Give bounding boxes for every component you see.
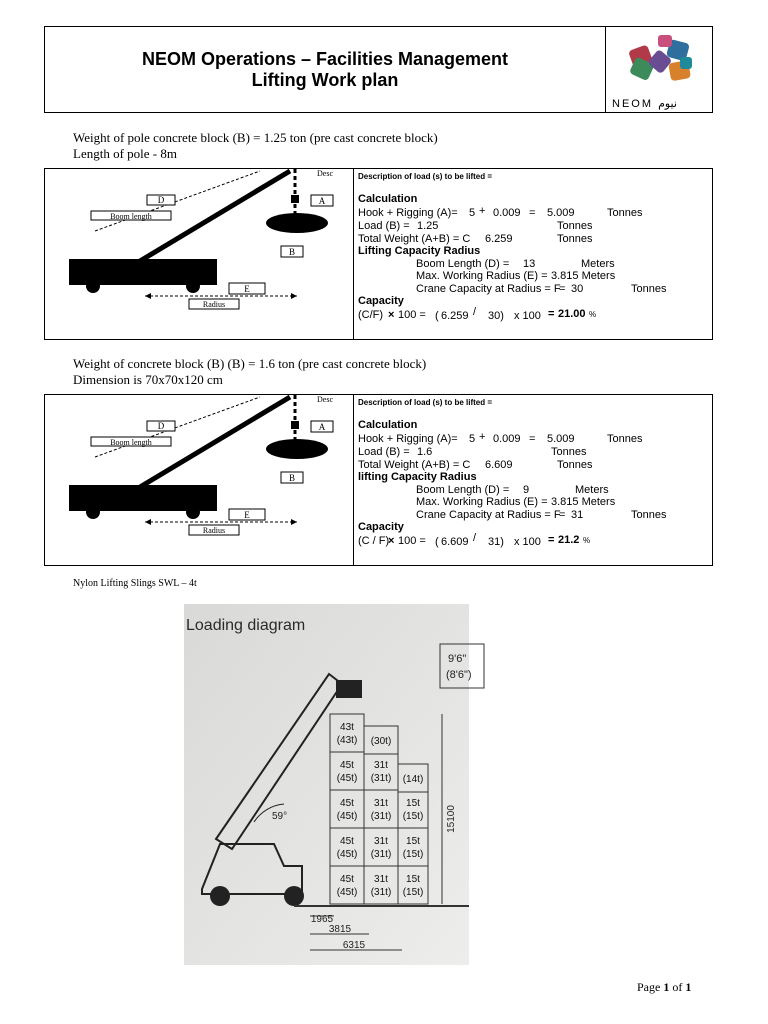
calc-heading: Calculation — [358, 193, 418, 205]
cell-label: (45t) — [336, 887, 358, 898]
percent-sign: % — [583, 536, 591, 545]
times-sign: × — [388, 535, 395, 547]
unit-tonnes: Tonnes — [557, 459, 593, 471]
cell-label: 31t — [374, 760, 388, 771]
cell-label: (31t) — [370, 773, 392, 784]
load-value: 1.25 — [417, 220, 439, 232]
diagram-label-d: D — [157, 195, 165, 205]
total-value: 6.259 — [485, 233, 513, 245]
cell-label: (15t) — [402, 887, 424, 898]
cell-label: 45t — [340, 760, 354, 771]
formula-hundred: 100 = — [398, 535, 426, 547]
header-title-line1: NEOM Operations – Facilities Management — [141, 48, 509, 69]
paren-open: ( — [435, 536, 439, 548]
page-total: 1 — [685, 980, 692, 994]
dim-label: 6315 — [342, 940, 366, 951]
unit-tonnes: Tonnes — [631, 283, 667, 295]
cell-label: (30t) — [370, 736, 392, 747]
hook-label: Hook + Rigging (A)= — [358, 207, 458, 219]
diagram-label-b: B — [288, 473, 296, 483]
paren-open: ( — [435, 310, 439, 322]
cell-label: (43t) — [336, 735, 358, 746]
cell-label: (45t) — [336, 773, 358, 784]
equals-sign: = — [559, 283, 566, 295]
equals-sign: = — [529, 433, 536, 445]
page-of: of — [669, 980, 686, 994]
diagram-label-e: E — [244, 510, 250, 520]
diagram-label-boom: Boom length — [110, 438, 152, 447]
diagram-label-e: E — [244, 284, 250, 294]
max-radius-label: Max. Working Radius (E) = — [416, 496, 548, 508]
diagram-label-boom: Boom length — [110, 212, 152, 221]
cell-label: (31t) — [370, 849, 392, 860]
height-bottom: (8'6") — [446, 669, 472, 681]
c-value: 6.259 — [441, 310, 469, 322]
loading-diagram-photo — [184, 604, 472, 965]
unit-meters: Meters — [581, 258, 615, 270]
cell-label: (15t) — [402, 849, 424, 860]
crane-capacity-label: Crane Capacity at Radius = F — [416, 509, 561, 521]
total-label: Total Weight (A+B) = C — [358, 459, 471, 471]
diagram-label-b: B — [288, 247, 296, 257]
dim-label: 3815 — [328, 924, 352, 935]
intro-line: Length of pole - 8m — [73, 146, 177, 161]
boom-label: Boom Length (D) = — [416, 484, 510, 496]
header-title-line2: Lifting Work plan — [251, 69, 399, 90]
max-radius-value: 3.815 Meters — [551, 270, 616, 282]
hook-b: 0.009 — [493, 433, 521, 445]
unit-tonnes: Tonnes — [607, 433, 643, 445]
cell-label: 31t — [374, 836, 388, 847]
crane-diagram-svg — [45, 395, 354, 565]
dim-label: 1965 — [310, 914, 334, 925]
plus-sign: + — [479, 431, 486, 443]
load-description — [355, 169, 712, 339]
load-label: Load (B) = — [358, 220, 410, 232]
formula-lhs: (C / F) — [358, 535, 390, 547]
unit-tonnes: Tonnes — [557, 233, 593, 245]
cell-label: 31t — [374, 798, 388, 809]
crane-capacity-value: 31 — [571, 509, 584, 521]
radius-heading: Lifting Capacity Radius — [358, 245, 481, 257]
cell-label: 45t — [340, 836, 354, 847]
max-radius-label: Max. Working Radius (E) = — [416, 270, 548, 282]
equals-sign: = — [548, 534, 555, 546]
f-value: 31) — [488, 536, 504, 548]
header-title — [45, 27, 605, 112]
diagram-label-desc: Desc — [317, 169, 333, 178]
cell-label: 15t — [406, 798, 420, 809]
crane-capacity-value: 30 — [571, 283, 584, 295]
capacity-result: 21.00 — [558, 308, 586, 320]
neom-logo — [605, 27, 713, 112]
total-value: 6.609 — [485, 459, 513, 471]
load-value: 1.6 — [417, 446, 433, 458]
cell-label: (15t) — [402, 811, 424, 822]
loading-diagram-title: Loading diagram — [186, 617, 306, 634]
capacity-heading: Capacity — [358, 521, 404, 533]
crane-diagram-svg — [45, 169, 354, 339]
plus-sign: + — [479, 205, 486, 217]
cell-label: 15t — [406, 836, 420, 847]
slings-note: Nylon Lifting Slings SWL – 4t — [73, 578, 197, 589]
cell-label: 45t — [340, 874, 354, 885]
hook-total: 5.009 — [547, 433, 575, 445]
radius-heading: lifting Capacity Radius — [358, 471, 477, 483]
crane-diagram — [45, 169, 354, 339]
loading-diagram-svg — [184, 604, 472, 965]
unit-meters: Meters — [575, 484, 609, 496]
diagram-label-a: A — [318, 196, 326, 206]
hook-total: 5.009 — [547, 207, 575, 219]
section1-intro — [73, 130, 438, 162]
unit-tonnes: Tonnes — [551, 446, 587, 458]
capacity-result: 21.2 — [558, 534, 580, 546]
vertical-dim: 15100 — [446, 805, 457, 833]
hook-b: 0.009 — [493, 207, 521, 219]
boom-value: 13 — [523, 258, 536, 270]
x100: x 100 — [514, 536, 541, 548]
page-number — [637, 980, 691, 995]
x100: x 100 — [514, 310, 541, 322]
hook-a: 5 — [469, 433, 476, 445]
unit-tonnes: Tonnes — [557, 220, 593, 232]
cell-label: (14t) — [402, 774, 424, 785]
diagram-label-radius: Radius — [202, 526, 226, 535]
logo-wordmark: NEOM نيوم — [612, 98, 677, 110]
total-label: Total Weight (A+B) = C — [358, 233, 471, 245]
capacity-heading: Capacity — [358, 295, 404, 307]
cell-label: (31t) — [370, 887, 392, 898]
crane-diagram — [45, 395, 354, 565]
diagram-label-radius: Radius — [202, 300, 226, 309]
lifting-calc-box-1 — [44, 168, 713, 340]
slash: / — [473, 532, 477, 544]
f-value: 30) — [488, 310, 504, 322]
unit-tonnes: Tonnes — [607, 207, 643, 219]
intro-line: Weight of concrete block (B) (B) = 1.6 ton (pre cast concrete block) — [73, 356, 427, 371]
c-value: 6.609 — [441, 536, 469, 548]
cell-label: (45t) — [336, 811, 358, 822]
diagram-label-d: D — [157, 421, 165, 431]
cell-label: (31t) — [370, 811, 392, 822]
page-prefix: Page — [637, 980, 664, 994]
equals-sign: = — [559, 509, 566, 521]
document-header — [44, 26, 713, 113]
height-top: 9'6" — [448, 653, 467, 665]
desc-title: Description of load (s) to be lifted = — [358, 172, 493, 181]
diagram-label-a: A — [318, 422, 326, 432]
page-current: 1 — [663, 980, 670, 994]
unit-tonnes: Tonnes — [631, 509, 667, 521]
boom-label: Boom Length (D) = — [416, 258, 510, 270]
intro-line: Weight of pole concrete block (B) = 1.25 ton (pre cast concrete block) — [73, 130, 438, 145]
formula-lhs: (C/F) — [358, 309, 384, 321]
section2-intro — [73, 356, 426, 388]
neom-logo-mark-icon — [606, 27, 714, 97]
max-radius-value: 3.815 Meters — [551, 496, 616, 508]
hook-label: Hook + Rigging (A)= — [358, 433, 458, 445]
angle-label: 59° — [272, 811, 288, 822]
boom-value: 9 — [523, 484, 530, 496]
lifting-calc-box-2 — [44, 394, 713, 566]
percent-sign: % — [589, 310, 597, 319]
intro-line: Dimension is 70x70x120 cm — [73, 372, 223, 387]
formula-hundred: 100 = — [398, 309, 426, 321]
cell-label: 43t — [340, 722, 354, 733]
slash: / — [473, 306, 477, 318]
load-label: Load (B) = — [358, 446, 410, 458]
load-description — [355, 395, 712, 565]
times-sign: × — [388, 309, 395, 321]
cell-label: 15t — [406, 874, 420, 885]
cell-label: 31t — [374, 874, 388, 885]
desc-title: Description of load (s) to be lifted = — [358, 398, 493, 407]
crane-capacity-label: Crane Capacity at Radius = F — [416, 283, 561, 295]
equals-sign: = — [529, 207, 536, 219]
diagram-label-desc: Desc — [317, 395, 333, 404]
hook-a: 5 — [469, 207, 476, 219]
cell-label: (45t) — [336, 849, 358, 860]
cell-label: 45t — [340, 798, 354, 809]
equals-sign: = — [548, 308, 555, 320]
calc-heading: Calculation — [358, 419, 418, 431]
